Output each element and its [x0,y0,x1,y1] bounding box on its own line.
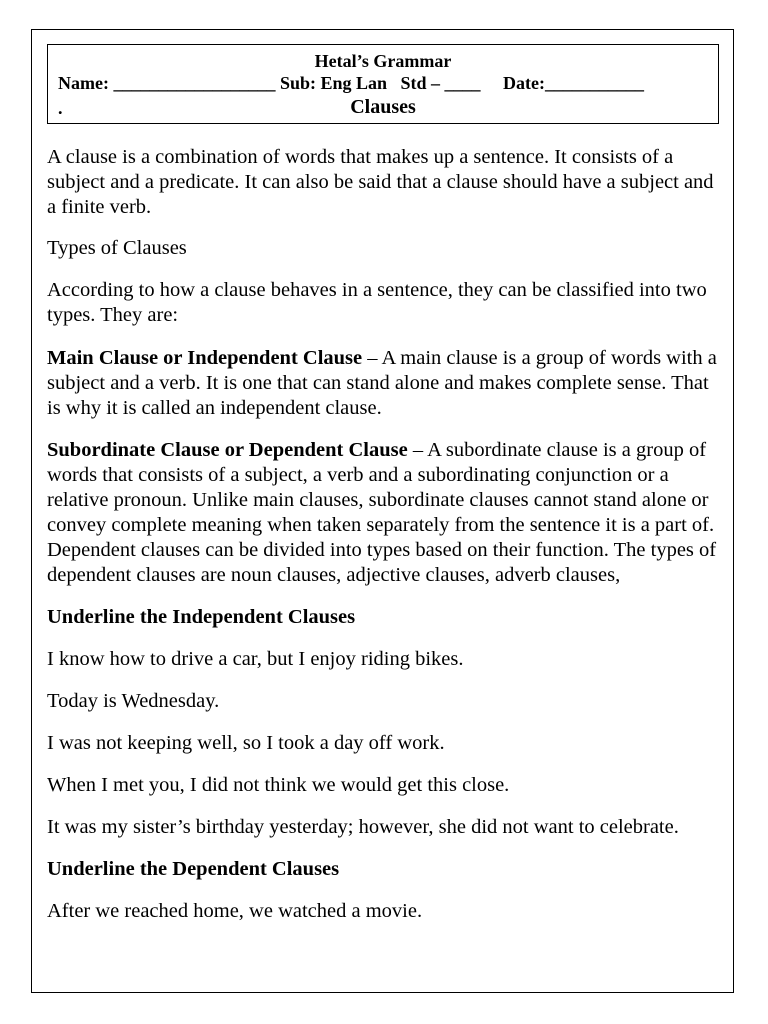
main-clause-paragraph [47,346,725,421]
worksheet-body [47,145,725,941]
exercise-1-heading: Underline the Independent Clauses [47,606,356,628]
subordinate-clause-term: Subordinate Clause or Dependent Clause [47,439,408,461]
worksheet-header [47,44,719,124]
exercise-1-sentence: I know how to drive a car, but I enjoy riding bikes. [47,648,464,670]
subordinate-clause-description: – A subordinate clause is a group of words that consists of a subject, a verb and a subordinating conjunction or a relative pronoun. Unlike main clauses, subordinate clauses cannot stand alone or convey complete meaning when taken separately from the sentence it is a part of. Dependent clauses can be divided into types based on their function. The types of dependent clauses are noun clauses, adjective clauses, adverb clauses, [47,439,717,586]
clause-definition: A clause is a combination of words that makes up a sentence. It consists of a subject and a predicate. It can also be said that a clause should have a subject and a finite verb. [47,146,714,218]
types-intro: According to how a clause behaves in a sentence, they can be classified into two types. They are: [47,279,707,326]
worksheet-title: Hetal’s Grammar [314,51,452,71]
exercise-1-sentence: Today is Wednesday. [47,690,220,712]
exercise-1-sentence: It was my sister’s birthday yesterday; however, she did not want to celebrate. [47,816,679,838]
subordinate-clause-paragraph [47,438,725,588]
exercise-2-sentence: After we reached home, we watched a movie. [47,900,423,922]
worksheet-topic: Clauses [350,96,416,118]
exercise-1-sentence: I was not keeping well, so I took a day off work. [47,732,445,754]
student-info-row: Name: __________________ Sub: Eng Lan Std – ____ Date:___________ [58,73,645,93]
main-clause-description: – A main clause is a group of words with a subject and a verb. It is one that can stand alone and makes complete sense. That is why it is called an independent clause. [47,347,717,419]
header-dot: . [58,98,63,118]
main-clause-term: Main Clause or Independent Clause [47,347,363,369]
exercise-1-sentence: When I met you, I did not think we would get this close. [47,774,510,796]
types-heading: Types of Clauses [47,237,187,259]
exercise-2-heading: Underline the Dependent Clauses [47,858,340,880]
